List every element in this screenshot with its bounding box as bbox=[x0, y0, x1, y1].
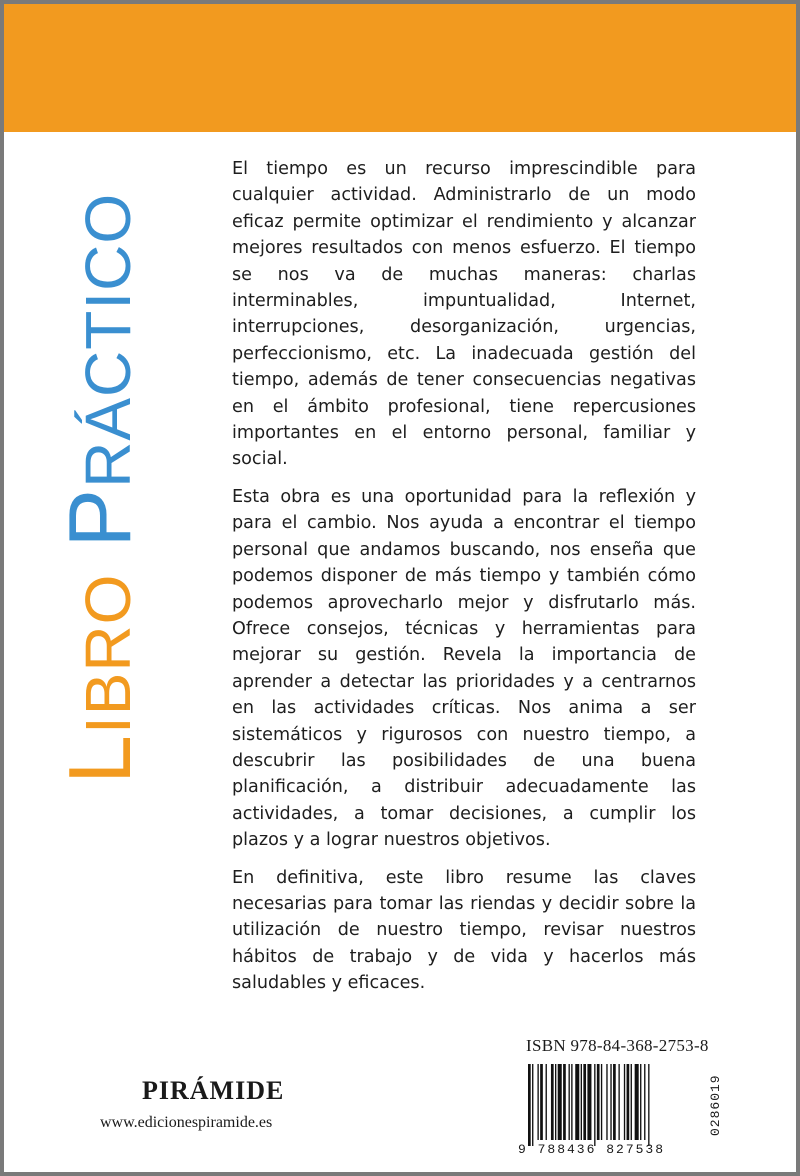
series-title bbox=[50, 192, 149, 784]
barcode-bar bbox=[537, 1064, 538, 1140]
barcode-bar bbox=[546, 1064, 547, 1140]
barcode-bar bbox=[610, 1064, 611, 1140]
barcode-bar bbox=[594, 1064, 595, 1146]
barcode-bar bbox=[551, 1064, 554, 1140]
barcode-bar bbox=[631, 1064, 632, 1140]
side-code: 0286019 bbox=[708, 1074, 723, 1136]
barcode-bar bbox=[624, 1064, 625, 1140]
series-word-libro: LIBRO bbox=[50, 573, 149, 784]
barcode-bar bbox=[597, 1064, 600, 1140]
orange-top-band bbox=[4, 4, 796, 132]
isbn-label: ISBN 978-84-368-2753-8 bbox=[526, 1036, 709, 1055]
barcode-bar bbox=[613, 1064, 616, 1140]
barcode-number: 9 788436 827538 bbox=[518, 1142, 666, 1157]
barcode bbox=[526, 1064, 702, 1146]
barcode-bar bbox=[601, 1064, 602, 1140]
blurb-text bbox=[232, 156, 696, 1008]
barcode-bar bbox=[532, 1064, 533, 1146]
barcode-bar bbox=[563, 1064, 566, 1140]
publisher-logo: PIRÁMIDE bbox=[142, 1076, 285, 1105]
blurb-paragraph-1: El tiempo es un recurso imprescindible para cualquier actividad. Administrarlo de un modo eficaz permite optimizar el rendimiento y alcanzar mejores resultados con menos esfuerzo. El tiempo se nos va de muchas maneras: charlas interminables, impuntualidad, Internet, interrupciones, desorganización, urgencias, perfeccionismo, etc. La inadecuada gestión del tiempo, además de tener consecuencias negativas en el ámbito profesional, tiene repercusiones importantes en el entorno personal, familiar y social. bbox=[232, 159, 696, 470]
barcode-bar bbox=[635, 1064, 639, 1140]
barcode-bar bbox=[606, 1064, 607, 1140]
blurb-paragraph-2: Esta obra es una oportunidad para la reflexión y para el cambio. Nos ayuda a encontrar el tiempo personal que andamos buscando, nos enseña que podemos disponer de más tiempo y también cómo podemos aprovecharlo mejor y disfrutarlo más. Ofrece consejos, técnicas y herramientas para mejorar su gestión. Revela la importancia de aprender a detectar las prioridades y a centrarnos en las actividades críticas. Nos anima a ser sistemáticos y rigurosos con nuestro tiempo, a descubrir las posibilidades de una buena planificación, a distribuir adecuadamente las actividades, a tomar decisiones, a cumplir los plazos y a lograr nuestros objetivos. bbox=[232, 486, 696, 851]
barcode-bar bbox=[583, 1064, 586, 1140]
barcode-bar bbox=[618, 1064, 619, 1140]
book-back-cover bbox=[4, 4, 796, 1172]
barcode-bar bbox=[575, 1064, 579, 1140]
barcode-bar bbox=[648, 1064, 649, 1146]
barcode-bar bbox=[558, 1064, 562, 1140]
barcode-bar bbox=[587, 1064, 591, 1140]
publisher-website: www.edicionespiramide.es bbox=[100, 1114, 273, 1131]
barcode-bar bbox=[540, 1064, 543, 1140]
barcode-bar bbox=[581, 1064, 582, 1140]
blurb-paragraph-3: En definitiva, este libro resume las claves necesarias para tomar las riendas y decidir sobre la utilización de nuestro tiempo, revisar nuestros hábitos de trabajo y de vida y hacerlos más saludables y eficaces. bbox=[232, 867, 696, 994]
barcode-bar bbox=[640, 1064, 641, 1140]
barcode-bar bbox=[528, 1064, 531, 1146]
barcode-bar bbox=[644, 1064, 645, 1140]
series-word-practico: PRÁCTICO bbox=[50, 192, 149, 548]
barcode-bar bbox=[569, 1064, 570, 1140]
barcode-bar bbox=[571, 1064, 572, 1140]
barcode-bar bbox=[627, 1064, 630, 1140]
barcode-bar bbox=[555, 1064, 556, 1140]
